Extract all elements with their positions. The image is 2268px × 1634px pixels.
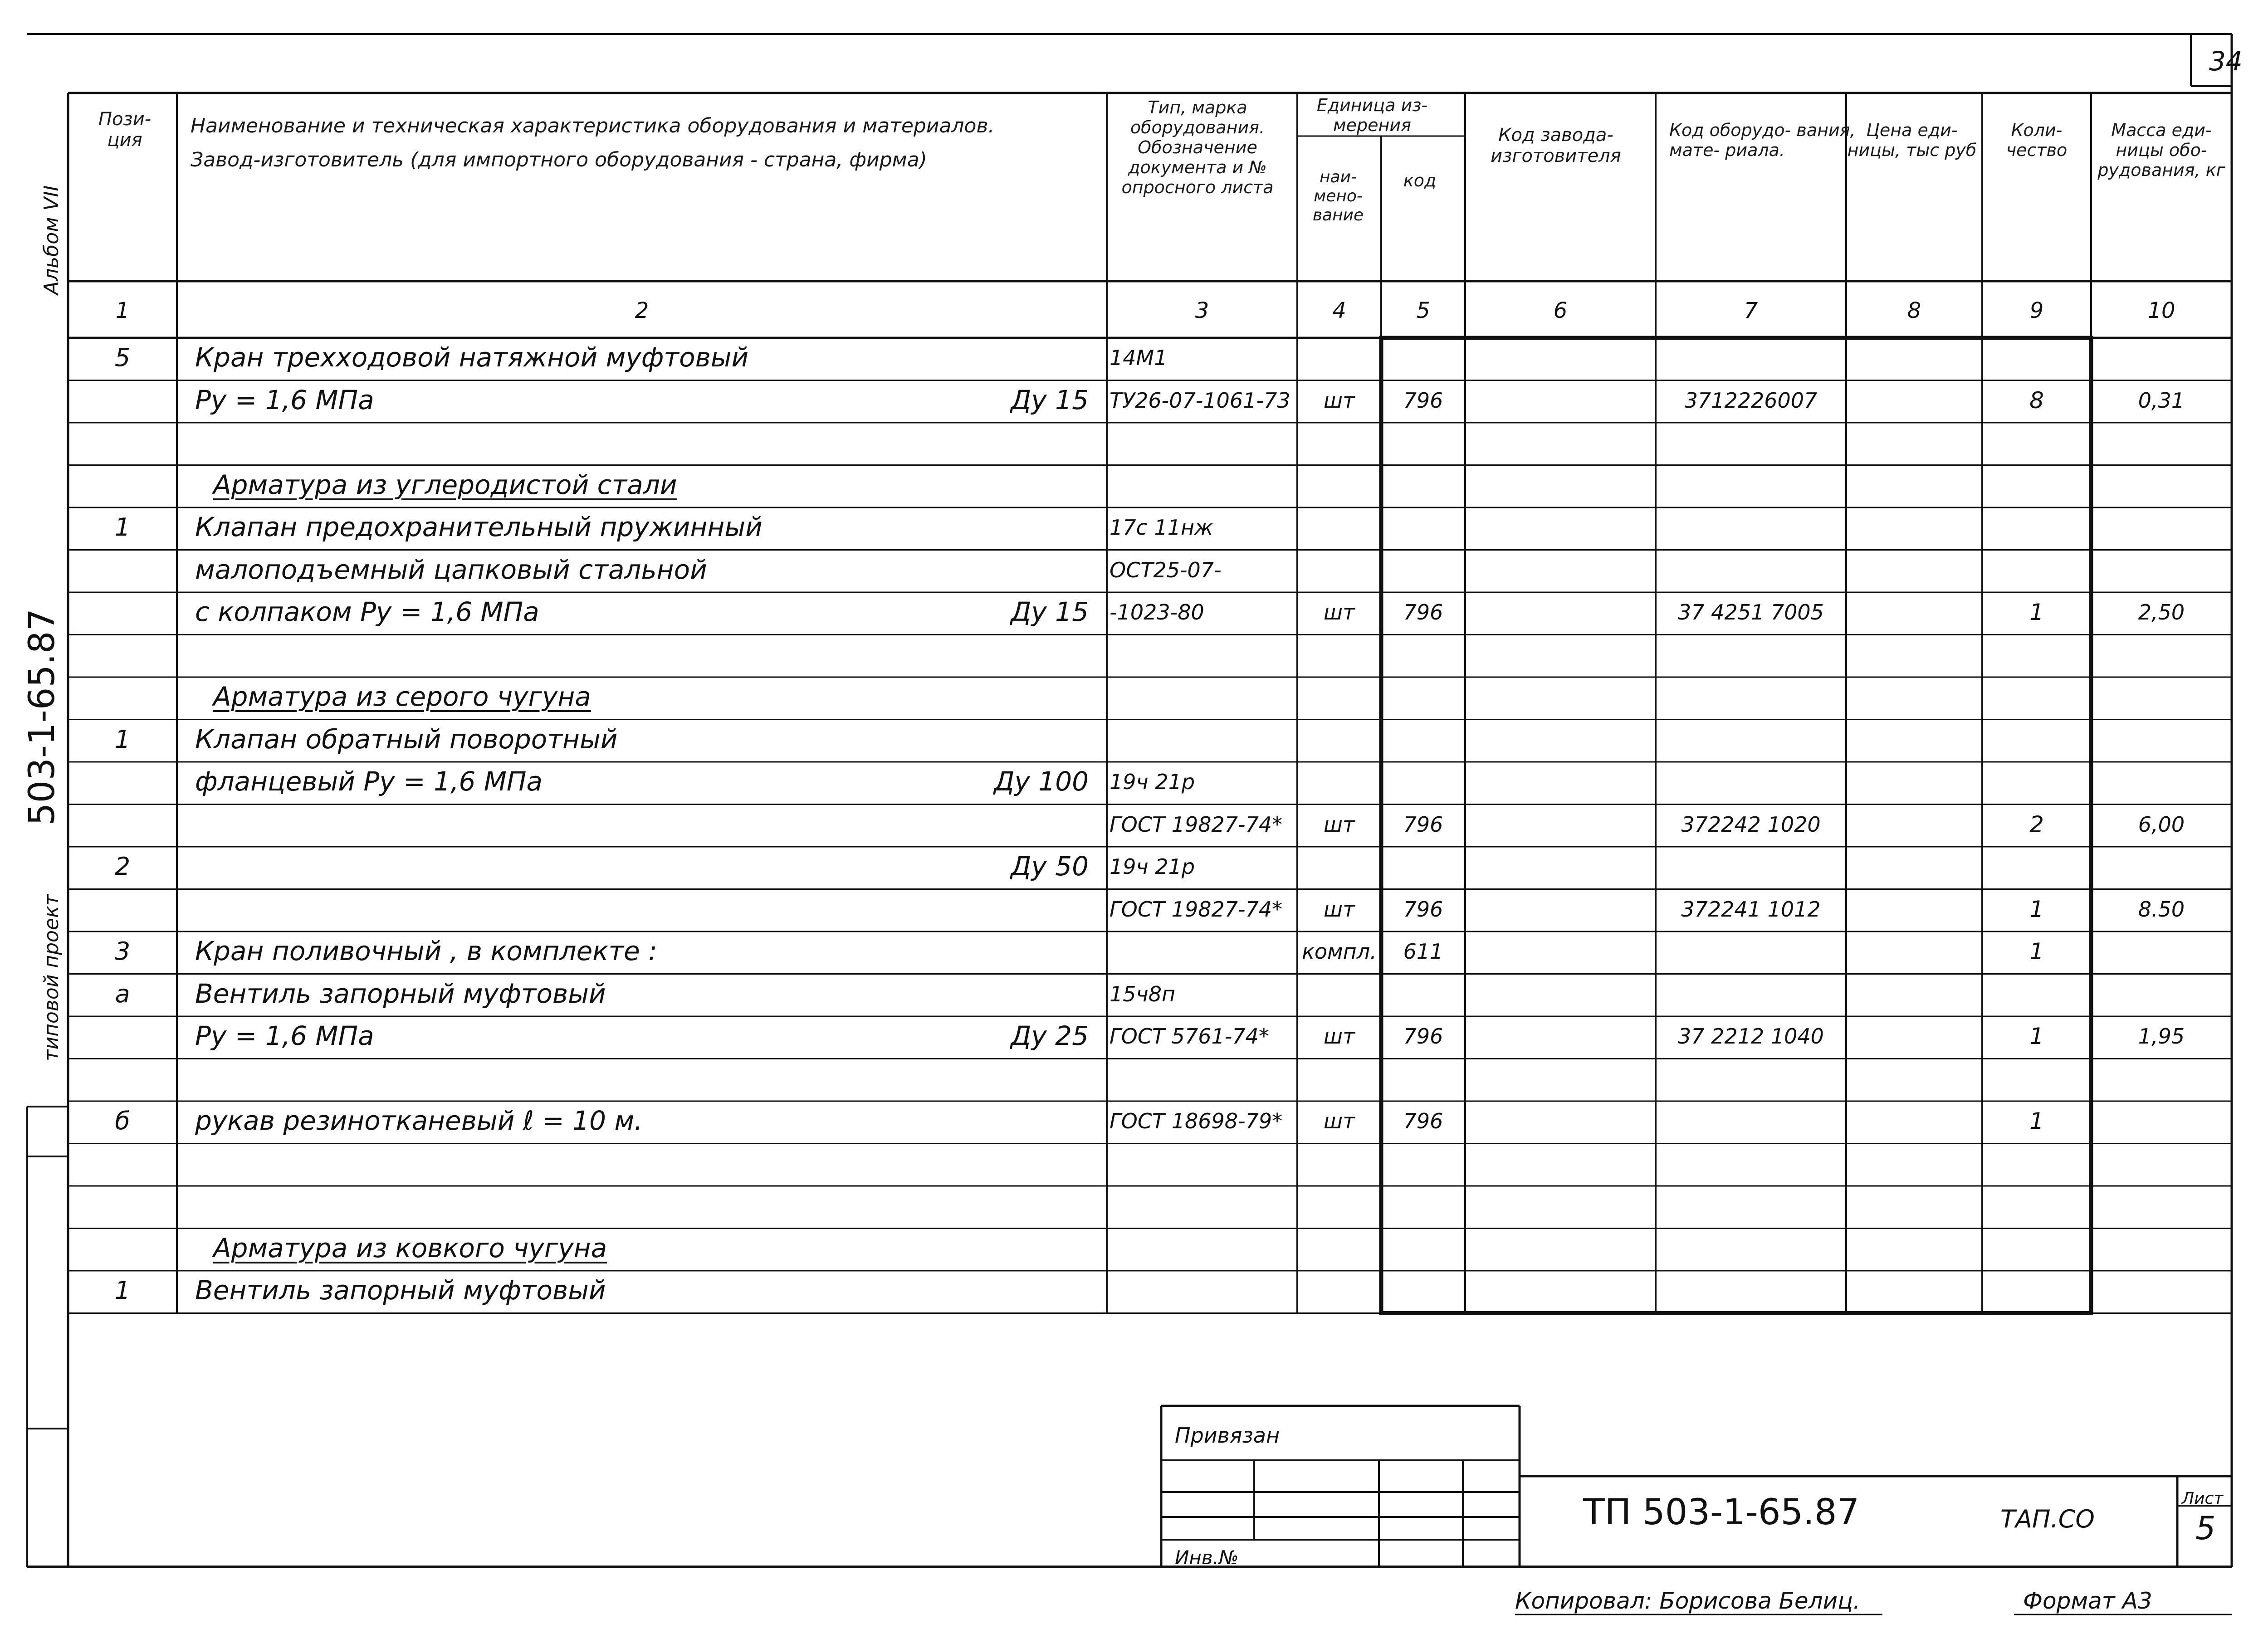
section-heading: Арматура из углеродистой стали <box>213 469 677 500</box>
cell-equipment-code: 37 4251 7005 <box>1678 600 1824 624</box>
header-factory-code: Код завода- изготовителя <box>1491 125 1621 166</box>
header-name-line1: Наименование и техническая характеристика оборудования и материалов. <box>191 114 995 137</box>
header-name-line2: Завод-изготовитель (для импортного оборудования - страна, фирма) <box>191 148 927 171</box>
cell-nominal-diameter: Ду 25 <box>1011 1020 1089 1051</box>
cell-equipment-code: 3712226007 <box>1684 388 1818 413</box>
cell-quantity: 2 <box>2029 811 2044 838</box>
cell-mass: 8.50 <box>2138 897 2185 922</box>
column-number: 7 <box>1744 298 1758 323</box>
cell-type: ГОСТ 19827-74* <box>1110 897 1283 922</box>
cell-type: 19ч 21р <box>1110 770 1195 794</box>
project-type-label: типовой проект <box>40 894 63 1061</box>
stamp-sheet-number: 5 <box>2195 1510 2216 1547</box>
header-unit-name: наи- мено- вание <box>1312 168 1364 224</box>
cell-position: 5 <box>114 343 131 372</box>
cell-nominal-diameter: Ду 50 <box>1011 851 1089 882</box>
page-number: 34 <box>2209 46 2243 77</box>
cell-unit-code: 611 <box>1403 939 1443 964</box>
cell-mass: 1,95 <box>2138 1024 2185 1049</box>
cell-type: ОСТ25-07- <box>1110 557 1222 582</box>
cell-unit-code: 796 <box>1403 897 1443 922</box>
cell-quantity: 1 <box>2029 1108 2044 1134</box>
cell-nominal-diameter: Ду 15 <box>1011 596 1089 627</box>
column-number: 3 <box>1195 298 1209 323</box>
cell-unit-name: шт <box>1324 388 1355 413</box>
cell-equipment-code: 372242 1020 <box>1681 812 1821 837</box>
cell-type: 15ч8п <box>1110 981 1176 1006</box>
cell-type: ГОСТ 5761-74* <box>1110 1024 1269 1049</box>
cell-mass: 2,50 <box>2138 600 2185 624</box>
cell-type: 14М1 <box>1110 346 1168 370</box>
cell-name: рукав резинотканевый ℓ = 10 м. <box>195 1105 643 1136</box>
column-number: 8 <box>1907 298 1921 323</box>
cell-unit-code: 796 <box>1403 1024 1443 1049</box>
cell-type: -1023-80 <box>1110 600 1204 624</box>
cell-type: ГОСТ 19827-74* <box>1110 812 1283 837</box>
header-equipment-code: Код оборудо- вания, мате- риала. <box>1669 120 1856 160</box>
cell-nominal-diameter: Ду 100 <box>994 766 1089 797</box>
column-number: 4 <box>1332 298 1346 323</box>
cell-quantity: 1 <box>2029 896 2044 922</box>
cell-unit-code: 796 <box>1403 388 1443 413</box>
header-unit: Единица из- мерения <box>1316 95 1428 135</box>
cell-nominal-diameter: Ду 15 <box>1011 384 1089 415</box>
footer-copied-by: Копировал: Борисова Белиц. <box>1515 1588 1861 1614</box>
column-number: 5 <box>1416 298 1430 323</box>
header-unit-code: код <box>1403 171 1437 190</box>
stamp-inventory-label: Инв.№ <box>1175 1546 1239 1569</box>
cell-unit-name: шт <box>1324 897 1355 922</box>
cell-position: 1 <box>114 1276 131 1305</box>
cell-position: б <box>115 1107 130 1135</box>
cell-unit-name: шт <box>1324 812 1355 837</box>
cell-type: 17с 11нж <box>1110 515 1213 540</box>
section-heading: Арматура из серого чугуна <box>213 681 591 712</box>
stamp-document-code: ТП 503-1-65.87 <box>1583 1492 1860 1533</box>
header-mass: Масса еди- ницы обо- рудования, кг <box>2097 120 2225 180</box>
cell-position: а <box>115 979 130 1008</box>
header-price: Цена еди- ницы, тыс руб <box>1847 120 1977 160</box>
cell-name: Клапан предохранительный пружинный <box>195 512 763 542</box>
stamp-attached-label: Привязан <box>1175 1423 1280 1448</box>
cell-position: 2 <box>114 852 131 881</box>
section-heading: Арматура из ковкого чугуна <box>213 1232 607 1263</box>
footer-format: Формат А3 <box>2023 1588 2152 1614</box>
cell-equipment-code: 37 2212 1040 <box>1678 1024 1824 1049</box>
cell-unit-code: 796 <box>1403 1109 1443 1133</box>
header-position: Пози- ция <box>98 109 152 151</box>
cell-unit-name: шт <box>1324 1024 1355 1049</box>
cell-name: Ру = 1,6 МПа <box>195 1020 374 1051</box>
cell-type: ГОСТ 18698-79* <box>1110 1109 1283 1133</box>
cell-type: 19ч 21р <box>1110 854 1195 879</box>
cell-name: Ру = 1,6 МПа <box>195 384 374 415</box>
cell-quantity: 1 <box>2029 938 2044 965</box>
cell-mass: 0,31 <box>2138 388 2185 413</box>
cell-quantity: 1 <box>2029 1023 2044 1049</box>
cell-position: 3 <box>114 937 131 966</box>
header-type: Тип, марка оборудования. Обозначение документа и № опросного листа <box>1121 98 1274 197</box>
cell-mass: 6,00 <box>2138 812 2185 837</box>
project-code: 503-1-65.87 <box>22 608 63 825</box>
cell-name: с колпаком Ру = 1,6 МПа <box>195 596 539 627</box>
cell-unit-name: шт <box>1324 1109 1355 1133</box>
column-number: 9 <box>2029 298 2044 323</box>
cell-equipment-code: 372241 1012 <box>1681 897 1821 922</box>
cell-unit-code: 796 <box>1403 812 1443 837</box>
stamp-document-mark: ТАП.СО <box>2000 1505 2095 1533</box>
cell-unit-code: 796 <box>1403 600 1443 624</box>
cell-name: Кран трехходовой натяжной муфтовый <box>195 342 749 373</box>
cell-name: Вентиль запорный муфтовый <box>195 978 606 1009</box>
cell-name: Вентиль запорный муфтовый <box>195 1275 606 1306</box>
cell-unit-name: компл. <box>1302 939 1377 964</box>
cell-unit-name: шт <box>1324 600 1355 624</box>
album-label: Альбом VII <box>40 185 63 295</box>
cell-position: 1 <box>114 725 131 754</box>
cell-name: малоподъемный цапковый стальной <box>195 554 707 585</box>
cell-quantity: 8 <box>2029 387 2044 414</box>
column-number: 10 <box>2147 298 2175 323</box>
cell-name: фланцевый Ру = 1,6 МПа <box>195 766 543 797</box>
header-quantity: Коли- чество <box>2006 120 2068 160</box>
cell-quantity: 1 <box>2029 599 2044 625</box>
column-number: 6 <box>1553 298 1568 323</box>
cell-name: Кран поливочный , в комплекте : <box>195 936 657 966</box>
cell-position: 1 <box>114 513 131 541</box>
cell-name: Клапан обратный поворотный <box>195 723 618 755</box>
stamp-sheet-label: Лист <box>2182 1489 2224 1508</box>
column-number: 2 <box>635 298 649 323</box>
column-number: 1 <box>115 298 130 323</box>
cell-type: ТУ26-07-1061-73 <box>1110 388 1290 413</box>
